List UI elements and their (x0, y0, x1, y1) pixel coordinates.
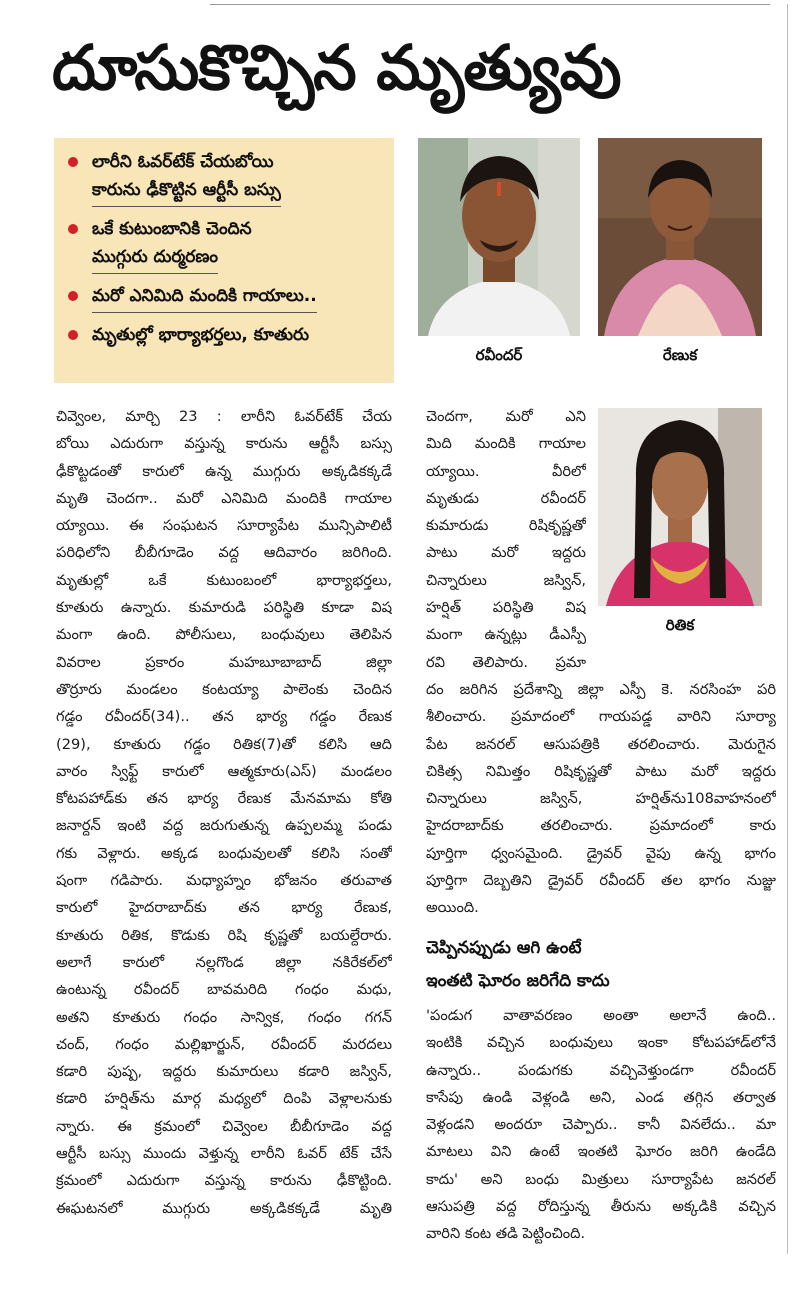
highlight-item (66, 321, 384, 349)
text-line: మృతి చెందగా.. మరో ఎనిమిది మందికి గాయాల (56, 489, 392, 507)
text-line: య్యాయి. ఈ సంఘటన సూర్యాపేట మున్సిపాలిటీ (56, 517, 392, 535)
text-line: కుమారుడు రిషికృష్ణతో (426, 517, 586, 535)
text-line: వారం స్విఫ్ట్ కారులో ఆత్మకూరు(ఎస్) మండలం (56, 762, 392, 780)
text-line: చిన్నారులు జస్విన్, (426, 571, 586, 589)
text-line: శీలించారు. ప్రమాదంలో గాయపడ్డ వారిని సూర్యా (426, 708, 776, 726)
photo-ravinder (418, 138, 580, 336)
text-line: మాటలు విని ఉంటే ఇంతటి ఘోరం జరిగి ఉండేది (426, 1143, 776, 1161)
text-line: వారిని కంట తడి పెట్టించింది. (426, 1225, 586, 1243)
text-line: కడారి హర్షిత్‌ను మార్గ మధ్యలో దింపి వెళ్లాలనుకు (56, 1090, 392, 1108)
subheading (426, 932, 776, 998)
highlight-line: మరో ఎనిమిది మందికి గాయాలు.. (92, 282, 317, 313)
text-line: గడ్డం రవీందర్(34).. తన భార్య గడ్డం రేణుక (56, 708, 392, 726)
text-line: కడారి పుష్ప, ఇద్దరు కుమారులు కడారి జస్విన్, (56, 1063, 392, 1081)
photo-rithika (598, 408, 762, 606)
caption-rithika: రితిక (665, 616, 695, 634)
text-line: షంగా గడిపారు. మధ్యాహ్నం భోజనం తరువాత (56, 872, 392, 890)
text-line: చెందగా, మరో ఎని (426, 408, 586, 425)
text-line: చివ్వెంల, మార్చి 23 : లారీని ఓవర్‌టేక్ చేయ (56, 408, 392, 425)
text-line: పూర్తిగా దెబ్బతిని డ్రైవర్ రవీందర్ తల భాగం నుజ్జు (426, 872, 776, 890)
text-line: పాటు మరో ఇద్దరు (426, 544, 586, 562)
bullet-dot-icon (68, 224, 78, 234)
text-line: ఆసుపత్రి వద్ద రోదిస్తున్న తీరును అక్కడికి వచ్చిన (426, 1198, 776, 1216)
text-line: ఉన్నారు.. పండుగకు వచ్చివెళ్తుండగా రవీందర్ (426, 1061, 776, 1079)
text-line: కాదు' అని బంధు మిత్రులు సూర్యాపేట జనరల్ (426, 1170, 776, 1188)
text-line: మంగా ఉంది. పోలీసులు, బంధువులు తెలిపిన (56, 626, 392, 644)
middle-column (426, 403, 586, 676)
left-column (56, 403, 392, 1222)
text-line: ఈఘటనలో ముగ్గురు అక్కడికక్కడే మృతి (56, 1199, 392, 1217)
text-line: ఆర్టీసీ బస్సు ముందు వెళ్తున్న లారీని ఓవర్ టేక్ చేసే (56, 1145, 392, 1163)
text-line: న్నారు. ఈ క్రమంలో చివ్వెంల బీబీగూడెం వద్ద (56, 1117, 392, 1135)
bullet-dot-icon (68, 291, 78, 301)
text-line: మంగా ఉన్నట్లు డీఎస్పీ (426, 626, 586, 644)
text-line: మిది మందికి గాయాల (426, 435, 586, 453)
text-line: చిన్నారులు జస్విన్, హర్షిత్‌ను108వాహనంలో (426, 790, 776, 808)
text-line: కోటపహాడ్‌కు తన భార్య రేణుక మేనమామ కోతి (56, 790, 392, 808)
subheading-line: చెప్పినప్పుడు ఆగి ఉంటే (426, 938, 582, 958)
text-line: పరిధిలోని బీబీగూడెం వద్ద ఆదివారం జరిగింది. (56, 544, 392, 562)
highlight-line: లారీని ఓవర్‌టేక్ చేయబోయి (92, 152, 274, 172)
text-line: ఇంటికి వచ్చిన బంధువులు ఇంకా కోటపహాడ్‌లోనే (426, 1034, 776, 1052)
text-line: ఉంటున్న రవీందర్ బావమరిది గంధం మధు, (56, 981, 392, 999)
text-line: బోయి ఎదురుగా వస్తున్న కారును ఆర్టీసీ బస్సు (56, 435, 392, 453)
text-line: కూతురు ఉన్నారు. కుమారుడి పరిస్థితి కూడా విష (56, 599, 392, 617)
photo-renuka (598, 138, 762, 336)
headline: దూసుకొచ్చిన మృత్యువు (52, 31, 621, 104)
highlights-box (54, 138, 394, 383)
text-line: పేట జనరల్ ఆసుపత్రికి తరలించారు. మెరుగైన (426, 735, 776, 753)
text-line: య్యాయి. వీరిలో (426, 462, 586, 480)
bullet-dot-icon (68, 157, 78, 167)
right-column-lower (426, 1002, 776, 1248)
text-line: హర్షిత్ పరిస్థితి విష (426, 599, 586, 617)
text-line: మృతుల్లో ఒకే కుటుంబంలో భార్యాభర్తలు, (56, 571, 392, 589)
text-line: కూతురు రితిక, కొడుకు రిషి కృష్ణతో బయల్దేరారు. (56, 926, 392, 944)
right-column-upper (426, 676, 776, 922)
highlight-item (66, 215, 384, 274)
text-line: క్రమంలో ఎదురుగా వస్తున్న కారును ఢీకొట్టింది. (56, 1172, 392, 1190)
text-line: కారులో హైదరాబాద్‌కు తన భార్య రేణుక, (56, 899, 392, 917)
text-line: రవి తెలిపారు. ప్రమా (426, 653, 586, 671)
text-line: గకు వెళ్లారు. అక్కడ బంధువులతో కలిసి సంతో (56, 844, 392, 862)
bullet-dot-icon (68, 330, 78, 340)
text-line: చికిత్స నిమిత్తం రిషికృష్ణతో పాటు మరో ఇద్దరు (426, 762, 776, 780)
text-line: తొర్రూరు మండలం కంటయ్యా పాలెంకు చెందిన (56, 680, 392, 698)
text-line: అయింది. (426, 899, 479, 917)
text-line: మృతుడు రవీందర్ (426, 489, 586, 507)
text-line: అలాగే కారులో నల్లగొండ జిల్లా నకిరేకల్‌లో (56, 953, 392, 971)
highlight-line: ఒకే కుటుంబానికి చెందిన (92, 219, 252, 239)
text-line: పూర్తిగా ధ్వంసమైంది. డ్రైవర్ వైపు ఉన్న భాగం (426, 844, 776, 862)
text-line: (29), కూతురు గడ్డం రితిక(7)తో కలిసి ఆది (56, 735, 392, 753)
text-line: కాసేపు ఉండి వెళ్లండి అని, ఎండ తగ్గిన తర్వాత (426, 1088, 776, 1106)
text-line: వెళ్లండని అందరూ చెప్పారు.. కానీ వినలేదు.. మా (426, 1116, 776, 1134)
top-rule (210, 4, 770, 5)
highlight-item (66, 148, 384, 207)
subheading-line: ఇంతటి ఘోరం జరిగేది కాదు (426, 971, 610, 991)
highlight-line: ముగ్గురు దుర్మరణం (92, 243, 218, 274)
text-line: హైదరాబాద్‌కు తరలించారు. ప్రమాదంలో కారు (426, 817, 776, 835)
highlight-item (66, 282, 384, 313)
caption-ravinder: రవీందర్ (475, 346, 523, 364)
highlight-line: కారును ఢీకొట్టిన ఆర్టీసీ బస్సు (92, 176, 281, 207)
caption-renuka: రేణుక (662, 346, 698, 364)
text-line: అతని కూతురు గంధం సాన్విక, గంధం గగన్ (56, 1008, 392, 1026)
text-line: 'పండుగ వాతావరణం అంతా అలానే ఉంది.. (426, 1007, 776, 1024)
text-line: దం జరిగిన ప్రదేశాన్ని జిల్లా ఎస్పీ కె. నరసింహ పరి (426, 681, 776, 698)
text-line: జనార్దన్ ఇంటి వద్ద జరుగుతున్న ఉప్పలమ్మ పండు (56, 817, 392, 835)
text-line: వివరాల ప్రకారం మహబూబాబాద్ జిల్లా (56, 653, 392, 671)
text-line: ఢీకొట్టడంతో కారులో ఉన్న ముగ్గురు అక్కడికక్కడే (56, 462, 392, 480)
highlight-line: మృతుల్లో భార్యాభర్తలు, కూతురు (92, 325, 310, 345)
text-line: చంద్, గంధం మల్లిఖార్జున్, రవీందర్ మరదలు (56, 1035, 392, 1053)
column-rule (787, 4, 788, 1254)
